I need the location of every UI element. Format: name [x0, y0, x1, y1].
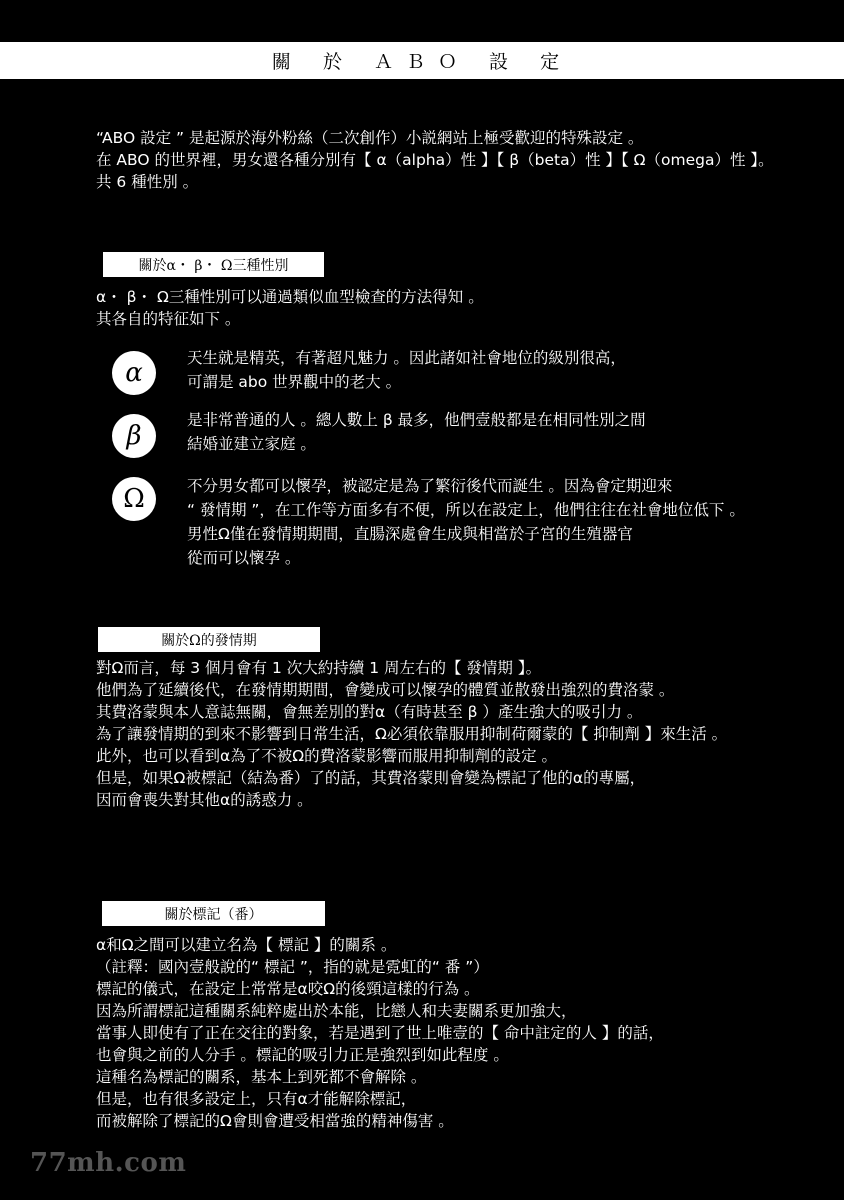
- site-watermark: 77mh.com: [30, 1148, 187, 1178]
- beta-line: 結婚並建立家庭 。: [187, 435, 316, 453]
- omega-line: 從而可以懷孕 。: [187, 549, 301, 567]
- intro-paragraph: [96, 127, 774, 193]
- intro-line: 在 ABO 的世界裡，男女還各種分別有【 α（alpha）性 】【 β（beta）性 】【 Ω（omega）性 】。: [96, 151, 774, 169]
- alpha-icon: α: [112, 351, 156, 395]
- section2-line: 因而會喪失對其他α的誘惑力 。: [96, 791, 313, 809]
- section-label-marking: 關於標記（番）: [102, 901, 325, 926]
- section2-line: 他們為了延續後代，在發情期期間，會變成可以懷孕的體質並散發出強烈的費洛蒙 。: [96, 681, 675, 699]
- section3-line: （註釋：國內壹般說的“ 標記 ”，指的就是霓虹的“ 番 ”）: [96, 958, 489, 976]
- omega-icon: Ω: [112, 477, 156, 521]
- section3-line: 當事人即使有了正在交往的對象，若是遇到了世上唯壹的【 命中註定的人 】的話，: [96, 1024, 664, 1042]
- section-label-three-genders: 關於α・ β・ Ω三種性別: [103, 252, 324, 277]
- beta-icon: β: [112, 414, 156, 458]
- section3-line: 而被解除了標記的Ω會則會遭受相當強的精神傷害 。: [96, 1112, 454, 1130]
- beta-description: [187, 408, 646, 456]
- section3-paragraph: [96, 934, 664, 1132]
- section2-line: 為了讓發情期的到來不影響到日常生活，Ω必須依靠服用抑制荷爾蒙的【 抑制劑 】來生活 。: [96, 725, 728, 743]
- section3-line: 因為所謂標記這種關系純粹處出於本能，比戀人和夫妻關系更加強大，: [96, 1002, 577, 1020]
- section3-line: α和Ω之間可以建立名為【 標記 】的關系 。: [96, 936, 397, 954]
- section3-line: 這種名為標記的關系，基本上到死都不會解除 。: [96, 1068, 427, 1086]
- section1-paragraph: [96, 286, 484, 330]
- section2-line: 其費洛蒙與本人意誌無關，會無差別的對α（有時甚至 β ）產生強大的吸引力 。: [96, 703, 643, 721]
- omega-description: [187, 474, 745, 570]
- intro-line: “ABO 設定 ” 是起源於海外粉絲（二次創作）小説網站上極受歡迎的特殊設定 。: [96, 129, 644, 147]
- section3-line: 但是，也有很多設定上，只有α才能解除標記，: [96, 1090, 417, 1108]
- section2-line: 此外，也可以看到α為了不被Ω的費洛蒙影響而服用抑制劑的設定 。: [96, 747, 557, 765]
- beta-line: 是非常普通的人 。總人數上 β 最多，他們壹般都是在相同性別之間: [187, 411, 646, 429]
- section3-line: 標記的儀式，在設定上常常是α咬Ω的後頸這樣的行為 。: [96, 980, 480, 998]
- section1-line: α・ β・ Ω三種性別可以通過類似血型檢查的方法得知 。: [96, 288, 484, 306]
- section-label-heat: 關於Ω的發情期: [98, 627, 320, 652]
- omega-line: 男性Ω僅在發情期期間，直腸深處會生成與相當於子宮的生殖器官: [187, 525, 633, 543]
- section3-line: 也會與之前的人分手 。標記的吸引力正是強烈到如此程度 。: [96, 1046, 509, 1064]
- section1-line: 其各自的特征如下 。: [96, 310, 241, 328]
- alpha-line: 可謂是 abo 世界觀中的老大 。: [187, 373, 402, 391]
- omega-line: “ 發情期 ”，在工作等方面多有不便，所以在設定上，他們往往在社會地位低下 。: [187, 501, 745, 519]
- intro-line: 共 6 種性別 。: [96, 173, 199, 191]
- section2-line: 對Ω而言，每 3 個月會有 1 次大約持續 1 周左右的【 發情期 】。: [96, 659, 542, 677]
- section2-line: 但是，如果Ω被標記（結為番）了的話，其費洛蒙則會變為標記了他的α的專屬，: [96, 769, 646, 787]
- alpha-description: [187, 346, 626, 394]
- alpha-line: 天生就是精英，有著超凡魅力 。因此諸如社會地位的級別很高，: [187, 349, 626, 367]
- section2-paragraph: [96, 657, 727, 811]
- page-title: 關 於 ＡＢＯ 設 定: [0, 42, 844, 79]
- omega-line: 不分男女都可以懷孕，被認定是為了繁衍後代而誕生 。因為會定期迎來: [187, 477, 673, 495]
